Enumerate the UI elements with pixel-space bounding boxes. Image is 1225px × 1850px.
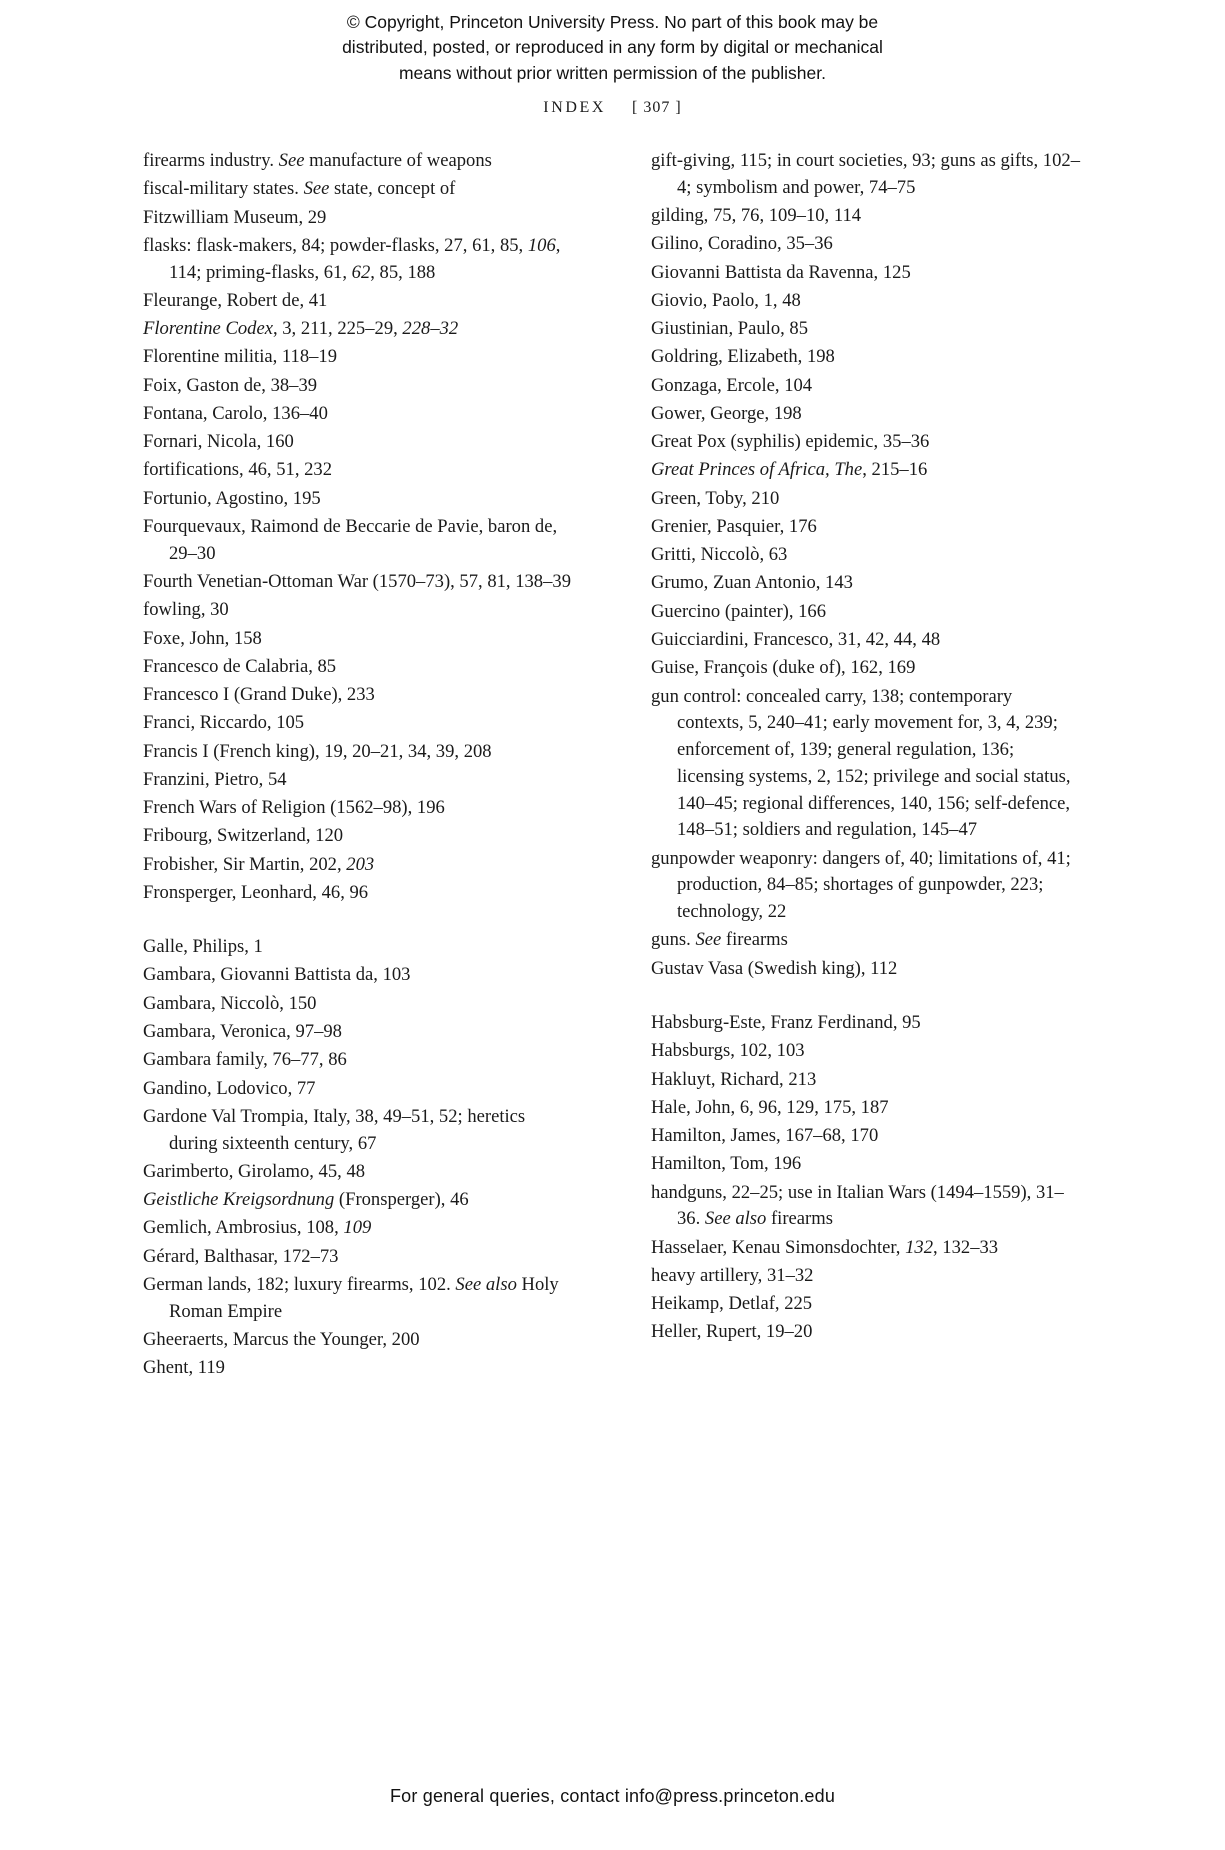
index-entry: Guercino (painter), 166 [651,600,827,622]
index-entry: Florentine militia, 118–19 [143,346,338,368]
index-entry: Franci, Riccardo, 105 [143,712,305,734]
index-entry: Gardone Val Trompia, Italy, 38, 49–51, 52; heretics during sixteenth century, 67 [143,1105,526,1154]
index-entry: Foix, Gaston de, 38–39 [143,374,318,396]
index-entry: Fitzwilliam Museum, 29 [143,206,327,228]
index-column-right [651,148,1083,1383]
index-entry: Franzini, Pietro, 54 [143,768,287,790]
copyright-notice [0,10,1225,86]
index-entry: Fleurange, Robert de, 41 [143,289,328,311]
index-entry: firearms industry. See manufacture of weapons [143,150,492,171]
index-entry: Gandino, Lodovico, 77 [143,1077,316,1099]
index-entry: Geistliche Kreigsordnung (Fronsperger), 46 [143,1189,469,1211]
index-entry: Foxe, John, 158 [143,627,262,649]
page-number: [ 307 ] [632,99,682,116]
index-entry: Hakluyt, Richard, 213 [651,1068,817,1090]
index-entry: gift-giving, 115; in court societies, 93; guns as gifts, 102–4; symbolism and power, 74–75 [651,150,1080,198]
index-entry: Fronsperger, Leonhard, 46, 96 [143,881,369,903]
index-letter-gap [651,984,1083,1010]
index-entry: heavy artillery, 31–32 [651,1264,814,1286]
index-entry: Fourth Venetian-Ottoman War (1570–73), 57, 81, 138–39 [143,570,571,592]
index-entry: Heikamp, Detlaf, 225 [651,1293,813,1315]
index-columns [143,148,1083,1383]
index-entry: Francesco de Calabria, 85 [143,655,337,677]
index-entry: Habsburgs, 102, 103 [651,1040,805,1062]
index-entry: Fourquevaux, Raimond de Beccarie de Pavie, baron de, 29–30 [143,515,558,564]
index-entry: Guicciardini, Francesco, 31, 42, 44, 48 [651,629,941,651]
index-entry: Hamilton, Tom, 196 [651,1153,802,1175]
footer-queries: For general queries, contact info@press.princeton.edu [389,1786,836,1806]
index-entry: Gonzaga, Ercole, 104 [651,374,813,396]
index-entry: French Wars of Religion (1562–98), 196 [143,797,445,819]
index-entry: handguns, 22–25; use in Italian Wars (1494–1559), 31–36. See also firearms [651,1181,1064,1230]
index-entry: fowling, 30 [143,599,229,621]
copyright-line-1: © Copyright, Princeton University Press. No part of this book may be [346,12,879,32]
index-entry: Habsburg-Este, Franz Ferdinand, 95 [651,1011,921,1033]
index-entry: German lands, 182; luxury firearms, 102. See also Holy Roman Empire [143,1273,559,1322]
index-entry: Gambara family, 76–77, 86 [143,1049,347,1071]
index-entry: guns. See firearms [651,929,788,951]
index-entry: Grenier, Pasquier, 176 [651,515,817,537]
copyright-line-2: distributed, posted, or reproduced in any form by digital or mechanical [342,37,883,58]
index-entry: Garimberto, Girolamo, 45, 48 [143,1160,366,1182]
index-entry: Great Princes of Africa, The, 215–16 [651,459,928,481]
index-entry: Heller, Rupert, 19–20 [651,1321,813,1343]
index-entry: Giovanni Battista da Ravenna, 125 [651,261,911,283]
index-entry: Gritti, Niccolò, 63 [651,544,788,566]
index-entry: Ghent, 119 [143,1357,225,1379]
index-entry: fortifications, 46, 51, 232 [143,459,333,481]
index-entry: Gambara, Giovanni Battista da, 103 [143,964,411,986]
index-entry: Grumo, Zuan Antonio, 143 [651,572,853,594]
running-head [0,99,1225,117]
index-entry: Giustinian, Paulo, 85 [651,318,809,340]
index-entry: gilding, 75, 76, 109–10, 114 [651,205,862,227]
index-entry: Florentine Codex, 3, 211, 225–29, 228–32 [143,318,459,340]
index-entry: gun control: concealed carry, 138; contemporary contexts, 5, 240–41; early movement for, 3, 4, 239; enforcement of, 139; general regulation, 136; licensing systems, 2, 152; privilege and social status, 140–45; regional differences, 140, 156; self-defence, 148–51; soldiers and regulation, 145–47 [651,685,1071,841]
copyright-line-3: means without prior written permission of the publisher. [398,62,826,83]
index-entry: Hale, John, 6, 96, 129, 175, 187 [651,1096,889,1118]
index-entry: Fornari, Nicola, 160 [143,431,294,453]
index-entry: Fortunio, Agostino, 195 [143,487,321,509]
index-entry: Great Pox (syphilis) epidemic, 35–36 [651,431,930,453]
index-entry: Francesco I (Grand Duke), 233 [143,684,375,706]
index-entry: Gheeraerts, Marcus the Younger, 200 [143,1328,420,1350]
index-entry: Fontana, Carolo, 136–40 [143,402,328,424]
index-entry: Fribourg, Switzerland, 120 [143,825,344,847]
index-entry: Goldring, Elizabeth, 198 [651,346,835,368]
index-entry: Gustav Vasa (Swedish king), 112 [651,957,898,979]
index-column-left [143,148,575,1383]
running-head-label: INDEX [543,99,607,116]
index-entry: Galle, Philips, 1 [143,936,263,958]
index-entry: Gilino, Coradino, 35–36 [651,233,833,255]
index-letter-gap [143,908,575,934]
index-entry: Francis I (French king), 19, 20–21, 34, 39, 208 [143,740,492,762]
index-entry: Frobisher, Sir Martin, 202, 203 [143,853,375,875]
index-entry: flasks: flask-makers, 84; powder-flasks, 27, 61, 85, 106, 114; priming-flasks, 61, 62, 85, 188 [143,234,561,283]
index-entry: Gemlich, Ambrosius, 108, 109 [143,1217,372,1239]
index-entry: Guise, François (duke of), 162, 169 [651,657,916,679]
index-entry: Gambara, Niccolò, 150 [143,992,317,1014]
index-entry: Giovio, Paolo, 1, 48 [651,289,801,311]
index-entry: gunpowder weaponry: dangers of, 40; limitations of, 41; production, 84–85; shortages of gunpowder, 223; technology, 22 [651,847,1071,923]
index-entry: Hasselaer, Kenau Simonsdochter, 132, 132–33 [651,1236,999,1258]
index-entry: Green, Toby, 210 [651,487,780,509]
index-entry: Gérard, Balthasar, 172–73 [143,1245,339,1267]
index-entry: Gower, George, 198 [651,402,802,424]
index-entry: Hamilton, James, 167–68, 170 [651,1125,879,1147]
index-entry: Gambara, Veronica, 97–98 [143,1020,342,1042]
index-entry: fiscal-military states. See state, concept of [143,178,456,200]
